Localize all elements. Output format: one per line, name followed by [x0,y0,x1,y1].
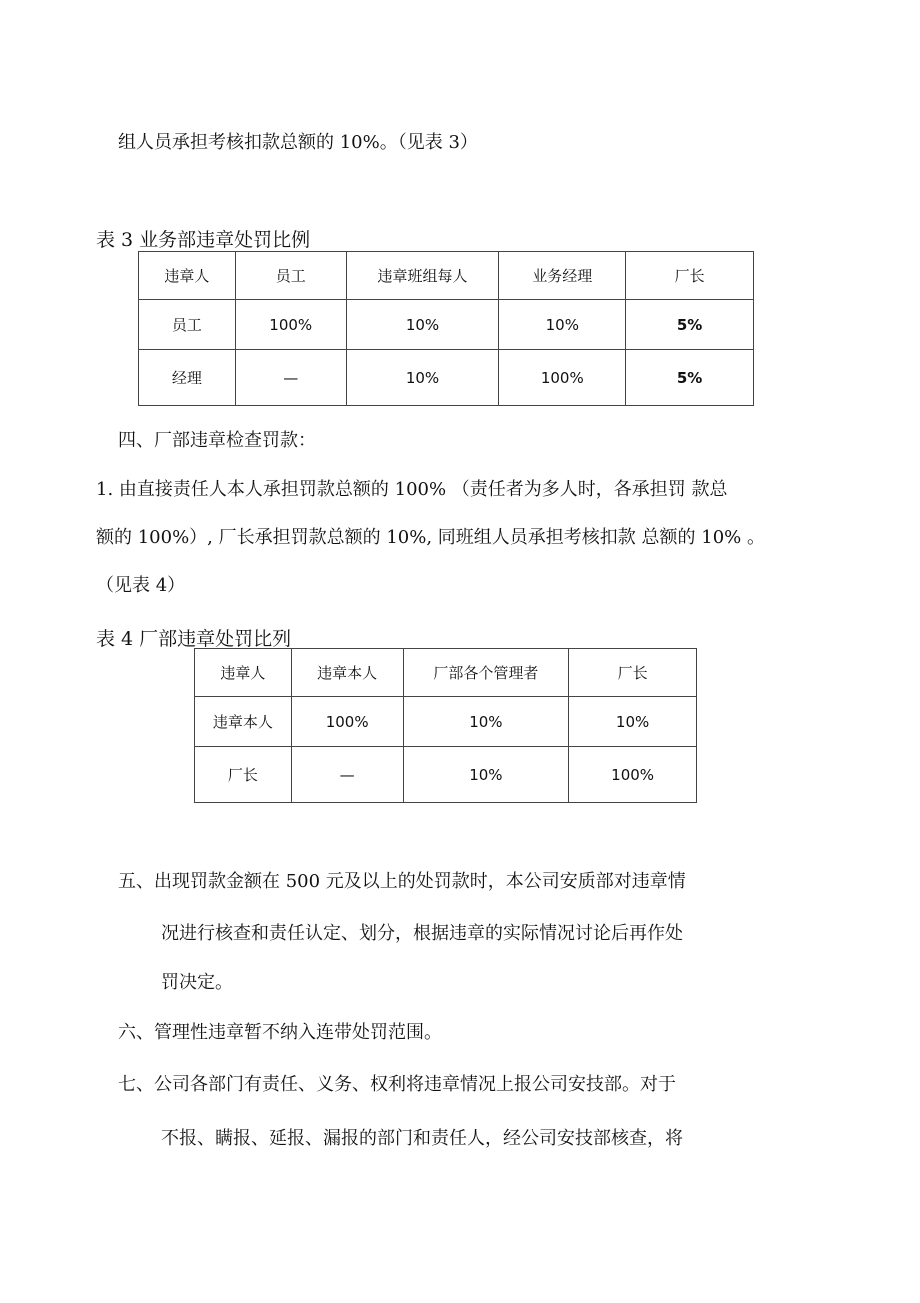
table-cell: 厂长 [195,747,292,803]
table-row [195,697,697,747]
table-cell: 违章本人 [195,697,292,747]
header-cell: 违章人 [139,252,236,300]
table-row [195,747,697,803]
table-cell: 100% [235,300,346,350]
section-4-heading: 四、厂部违章检查罚款： [118,430,316,451]
table-cell: 100% [569,747,697,803]
table-3-caption: 表 3 业务部违章处罚比例 [96,229,311,251]
table-4 [194,648,697,803]
text-line-1: 组人员承担考核扣款总额的 10%。（见表 3） [118,132,478,153]
table-header-row [195,649,697,697]
table-cell: 10% [499,300,626,350]
table-cell: 员工 [139,300,236,350]
table-cell: 100% [499,350,626,406]
table-cell: 5% [626,350,754,406]
table-cell: — [235,350,346,406]
section-5-line: 五、出现罚款金额在 500 元及以上的处罚款时，本公司安质部对违章情 [118,871,686,892]
table-row [139,300,754,350]
header-cell: 员工 [235,252,346,300]
section-7-line: 不报、瞒报、延报、漏报的部门和责任人，经公司安技部核查，将 [161,1128,683,1149]
section-7-line: 七、公司各部门有责任、义务、权利将违章情况上报公司安技部。对于 [118,1074,676,1095]
header-cell: 业务经理 [499,252,626,300]
section-5-line: 罚决定。 [161,972,233,993]
section-5-line: 况进行核查和责任认定、划分，根据违章的实际情况讨论后再作处 [161,923,683,944]
paragraph-line: 1. 由直接责任人本人承担罚款总额的 100% （责任者为多人时，各承担罚 款总 [96,479,728,500]
table-4-caption: 表 4 厂部违章处罚比列 [96,628,292,650]
table-cell: 10% [403,697,569,747]
header-cell: 违章本人 [291,649,403,697]
header-cell: 违章班组每人 [346,252,499,300]
table-cell: 10% [346,350,499,406]
table-3 [138,251,754,406]
table-cell: 100% [291,697,403,747]
header-cell: 违章人 [195,649,292,697]
header-cell: 厂长 [626,252,754,300]
table-header-row [139,252,754,300]
table-row [139,350,754,406]
header-cell: 厂部各个管理者 [403,649,569,697]
table-cell: 10% [403,747,569,803]
paragraph-line: 额的 100%）, 厂长承担罚款总额的 10%, 同班组人员承担考核扣款 总额的 10% 。 [96,527,765,548]
table-cell: 经理 [139,350,236,406]
section-6-line: 六、管理性违章暂不纳入连带处罚范围。 [118,1022,442,1043]
table-cell: 5% [626,300,754,350]
table-cell: 10% [569,697,697,747]
table-cell: 10% [346,300,499,350]
header-cell: 厂长 [569,649,697,697]
table-cell: — [291,747,403,803]
paragraph-line: （见表 4） [96,575,186,596]
